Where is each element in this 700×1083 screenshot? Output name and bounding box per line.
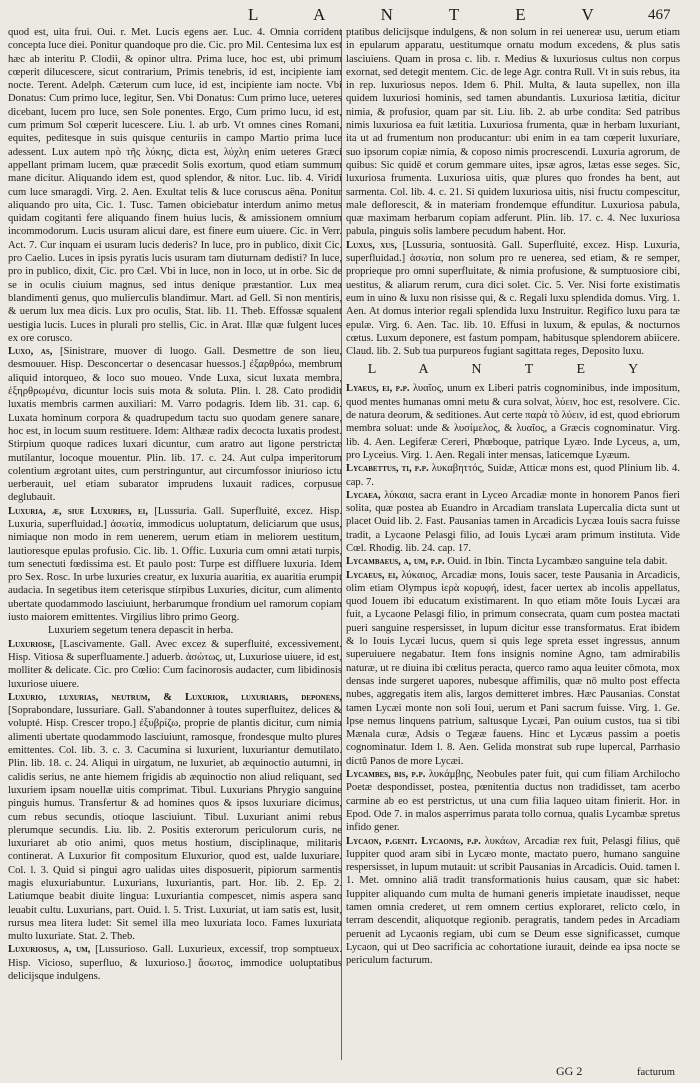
page-number: 467 [648,7,671,23]
entry-headword: Lycaeus, ei, [346,569,399,581]
entry-headword: Lycambaeus, a, um, p.p. [346,556,445,568]
entry-headword: Luxuriosus, a, um, [8,944,91,956]
entry-headword: Luxuriose, [8,638,55,650]
verse-line: Luxuriem segetum tenera depascit in herba. [48,625,234,637]
entry-headword: Lycaea, [346,489,381,501]
entry-text: λύκαιος, Arcadiæ mons, Iouis sacer, teste Pausania in Arcadicis, olim etiam Olympus ἱερὰ κορυφή, idest, facer uertex ab incolis appellatus, quod Iouem ibi educatum existimarent. In quo etiam mōte Iouis Lycæi ara fuit, a Lycaone Pelasgi filio, in primum consecrata, quam cum postea mactati pueri sanguine respersisset, in lupum dicitur esse transformatus. Erat ibidem & lo Iouis Lycæi lucus, quem si quis lege spreta esset ingressus, annum superuiuere negabatur. Item fons insignis nomine Agno, tam admirabilis naturæ, ut re diuina ibi cœlitus peracta, querco ramo aqua leuiter cōmota, mox densas inde surgeret uapores, nubesque affimilis, quæ nō multo post effecta nubes, aggregatis item alis, largos demitteret imbres. Hæc Pausanias. Constat tamen Lycæi monte non soli Ioui, uerum et Pani sacrum fuisse. Virg. 1. Ge. Ipse nemus linquens patrium, saltusque Lycæi, Pan ouium custos, tua si tibi Mænala curæ, Adsis o Tegææ fauens. Hinc et Lycæus passim a poetis cognominatur. Idem l. 8. Aen. Gelida monstrat sub rupe lupercal, Parrhasio dictū Panos de more Lycæi. [346,569,680,767]
entry-text: [Lussuria, sontuosità. Gall. Superfluité, excez. Hisp. Luxuria, superfluidad.] ἀσωτία, non solum pro re uenerea, sed etiam, & re semper, proprieque pro omni superfluitate, & nimia profusione, & sumptuosiore cibi, uestitus, & aliarum rerum, cura dici solet. Cic. 5. Ver. Nisi forte existimatis eum in uino & luxu non risisse qui, & c. Regali luxu splendida domus. Virg. 1. Aen. At domus interior regali splendida luxu Instruitur. Regifico luxu para tæ epulæ. Virg. 6. Aen. Tac. lib. 10. Effusi in luxum, & epulas, & nocturnos cœtus. Luxum deponere, est fastum pompam, habitusque splendorem abiicere. Claud. lib. 2. Sub tua purpureos fugiant sagittata reges, Deposito luxu. [346,239,680,358]
catchword: facturum [637,1067,675,1078]
entry-text: quod est, uita frui. Oui. r. Met. Lucis egens aer. Luc. 4. Omnia corrident concepta luce diei. Ponitur quandoque pro die. Cic. pro Mil. Centesima lux est hæc ab interitu P. Clodii, & opinor ultra. Prima luce, hoc est, ubi primum cœperit dilucescere, sicut contrarium, Primis tenebris, id est, incipiente iam nocte. Terent. Adelph. Cæterum cum luce, id est, incipiente iam nocte. Vbi Donatus: Cum primo luce, legitur, Sen. Vbi Donatus: Cum primo luce, ueteres dicebant, lucem pro luce, sen Sole ponentes. Ergo, Cum primo lucu, id est, cum primum Sol cœperit lucescere. Liu. l. ab urb. Vt omnes cines Romani, equites, peditesque in suis quisque centuriis in campo Martio prima luce adessent. Lux autem πρὸ τῆς λύκης, dicta est, λύχλη enim ueteres Græci appellant primam lucem, quæ præcedit Solis exortum, quod etiam summum mane dicitur. Aliquando idem est, quod splendor, & nitor. Luc. lib. 4. Viridi cum luce smaragdi. Virg. 2. Aen. Exultat telis & luce coruscus aëna. Ponitur aliquando pro uita, Cic. 1. Tusc. Tamen obiciebatur interdum animo metus quidam cogitanti fere aliquando finem huius lucis, & amissionem omnium incommodorum. Lucis usuram alicui dare, est finere eum uiuere. Cic. in Verr. Act. 7. Cur inquam ei usuram lucis dederis? In luce, pro in publico, dixit Cic. pro Caelio. Luces in ipsis pyratis lucis usuram tam diuturnam dedisti? In luce, pro in publico, dixit, Cic. pro Cæl. Vbi in luce, non in loco, ut in orbe. Sic de se in oculis ciuium magnus, sed intus denique præstantior. Lux mea blandimenti genus, quo mulierculis blandimur. Mart. ad Gell. Si non mentiris, & uerum lux mea dicis. Lux pro oculis, Stat. lib. 11. Theb. Effossæ squalent uestigia lucis. Luces in plurali pro stellis, Cic. in Arat. Illæ quæ fulgent luces ex ore corusco. [8,27,342,344]
dictionary-entry [346,239,680,359]
dictionary-entry [8,638,342,691]
dictionary-entry [8,345,342,505]
dictionary-entry [346,26,680,239]
entry-headword: Luxurio, luxurias, neutrum, & Luxurior, luxuriaris, deponens, [8,691,342,703]
entry-text: [Lascivamente. Gall. Avec excez & superfluité, excessivement. Hisp. Vitiosa & superfluamente.] aduerb. ἀσώτως, ut, Luxuriose uiuere, id est, molliter & delicate. Cic. pro Cœlio: Cum facinorosis audacter, cum libidinosis luxuriose uiuere. [8,638,342,690]
entry-text: [Lussurioso. Gall. Luxurieux, excessif, trop somptueux. Hisp. Vicioso, superfluo, & luxurioso.] ἄσωτος, immodice uoluptatibus delicijsque indulgens. [8,944,342,983]
dictionary-entry [8,691,342,944]
entry-headword: Luxo, as, [8,346,53,358]
dictionary-entry [8,943,342,983]
entry-headword: Lycambes, bis, p.p. [346,769,426,781]
dictionary-entry [346,462,680,489]
entry-headword: Lyaeus, ei, p.p. [346,383,410,395]
section-heading: L A N T E Y [367,362,659,378]
left-column [8,26,342,1066]
entry-text: [Soprabondare, lussuriare. Gall. S'abandonner à toutes superfluitez, delices & volupté. Hisp. Crescer tropo.] ἐξυβρίζω, proprie de plantis dicitur, cum nimia alimenti ubertate quodammodo lasciuiunt, ramosque, frondesque multo plures emittentes. Col. lib. 3. c. 3. Cacumina si luxurient, luxuriantur demutilato. Plin. lib. 18. c. 24. Aliqui in uirgatum, ne luxuriet, ab æquinoctio autumni, in calidis serius, ne ante hiemem frigidis ab æquinoctio non aliud reliquant, sed luxuriem ipsam nouellæ uitis comprimat. Tibul. Luxurians Phrygio sanguine pinguis humus. Transfertur & ad homines quos & ipsos luxuriare dicimus, cum rebus secundis, otioque lasciuiunt. Tibul. Luxuriant animi rebus plerumque secundis. Liu. lib. 2. Positis exterorum periculorum curis, ne luxuriaret ab otio animi, quos metus hostium, disciplinaque, militaris continerat. A Luxurior fit compositum Eluxurior, quod est, ualde luxuriare. Col. l. 3. Quid si pingui agro ualidas uites disposuerit, pipiorum sarmentis magis eluxuriabuntur. Luxurians, luxuriantis, part. Hor. lib. 2. Ep. 2. Latiumque beabit diuite lingua: Luxuriantia compescet, nimis aspera sano leuabit cultu. Luxurians, part. Ouid. l. 5. Trist. Luxuriat, ut iam satis est, lusit, rursus mea litera ludet: Sit semel illa meo luxuriata loco. Fames luxuriata multo luxuriate. Stat. 2. Theb. [8,705,342,943]
entry-text: ptatibus delicijsque indulgens, & non solum in rei uenereæ usu, uerum etiam in epularum apparatu, uestitumque ornatu modum excedens, & plus satis lasciuiens. Quam in prosa c. lib. r. Medius & luxuriosus cultus non corpus exornat, sed detegit mentem. Cic. de lege Agr. contra Rull. Vt in suis rebus, ita in rep. luxuriosus nepos. Idem 6. Phil. Multa, & lauta supellex, non illa quidem luxuriosi hominis, sed tamen abundantis. Luxuriosa lætitia, dicitur nimia, & profusior, quam par sit. Liu. lib. 2. ab urbe condita: Sed patribus nimis luxuriosa ea fuit lætitia. Luxuriosa frumenta, quæ in herbam luxuriant, ita ut ad frumentum non producantur: ubi enim in ea tam cœperit luxuriare, suo ipsorum copiæ nimia, & coposo nimis procrescendi. Luxuria agrorum, de quibus: Sic quidē et corum gemmare uites, ipsæ agros, lætas esse seges. Sic, luxuriosa frumenta. Luxuriosa uitis, quæ plures quo frondes ha bent, aut sarmenta. Col. lib. 4. c. 21. Si quidem luxuriosa uitis, nisi fructu compescitur, male deflorescit, & in materiam frondemque effunditur. Luxuriosa pabula, quæ maximam herbarum copiam adferunt. Plin. lib. 17. c. 4. Nec luxuriosa pabula, pinguis solis lambere pecudum habent. Hor. [346,27,680,238]
entry-text: λυκάων, Arcadiæ rex fuit, Pelasgi filius, quē Iuppiter quod aram sibi in Lycæo monte, mactato puero, humano sanguine respersisset, in lupum mutauit: ut scribit Pausanias in Arcadicis. Ouid. tamen l. 1. Met. omnino aliā tradit transformationis huius causam, quæ sic habet: Iuppiter aliquando cum multa de humani generis impietate inaudisset, neque tamen omnia crederet, ut rem omnem certius exploraret, relicto cœlo, in terram descendit, aliquotque regionib. peragratis, tandem pedes in Arcadiam peruenit ad Lycaonis regiam, ubi cum se Deum esse significasset, cumque Lycaon, qui ut Deo sacrificia ac cohortatione iurauit, deinde ea ipsa nocte se periculum facturum. [346,835,680,967]
dictionary-entry [346,489,680,555]
dictionary-entry [346,382,680,462]
entry-headword: Luxuria, æ, siue Luxuries, ei, [8,505,149,517]
entry-text: λυαῖος, unum ex Liberi patris cognominibus, inde impositum, quod mentes humanas omni metu & cura solvat, λύειν, hoc est, resolvere. Cic. de natura deorum, & seditiones. Aut certe παρὰ τὸ λύειν, id est, quod ebriorum membra soluat: unde & λυσίμελος, & λυαῖος, a Græcis cognominatur. Virg. lib. 4. Aen. Legiferæ Cereri, Phœboque, patrique Lyæo. Inde Lyceus, a, um, pro Lyceius. Virg. 1. Aen. Regali inter mensas, laticemque Lyæum. [346,383,680,461]
dictionary-entry [8,26,342,345]
entry-headword: Luxus, xus, [346,239,397,251]
dictionary-entry [346,555,680,568]
dictionary-entry [346,768,680,834]
dictionary-entry [346,835,680,968]
entry-headword: Lycabettus, ti, p.p. [346,463,429,475]
running-title: L A N T E V [248,5,620,24]
entry-text: λυκαβηττός, Suidæ, Atticæ mons est, quod Plinium lib. 4. cap. 7. [346,463,680,488]
entry-headword: Lycaon, p.genit. Lycaonis, p.p. [346,835,481,847]
entry-text: λύκαια, sacra erant in Lyceo Arcadiæ monte in honorem Panos fieri solita, quæ postea ab Euandro in Arcadiam translata Lupercalia dicta sunt ut placet Ouid lib. 2. Fast. Pausanias tamen in Arcadicis Lycæa Iouis sacra fuisse tradit, a Lycaone Pelasgi filio, ad Iouis Lycæi aram primum instituta. Vide Cœl. Rhodig. lib. 24. cap. 17. [346,489,680,554]
dictionary-entry [8,505,342,625]
right-column [346,26,680,1066]
entry-text: Ouid. in Ibin. Tincta Lycambæo sanguine tela dabit. [447,556,668,568]
entry-text: λυκάμβης, Neobules pater fuit, qui cum filiam Archilocho Poetæ despondisset, postea, pœnitentia ductus non tradidisset, tam acerbo carmine ab eo est perstrictus, ut una cum filia laqueo uitam finierit. Hor. in Epod. Ode 7. in malos asperrimus parata tollo cornua, qualis Lycambæ spretus infido gener. [346,769,680,834]
signature-mark: GG 2 [556,1064,583,1078]
entry-text: [Sinistrare, muover di luogo. Gall. Desmettre de son lieu, desmouuer. Hisp. Desconcertar o desencasar huessos.] ἐξαρθρόω, membrum aliquid intorqueo, & loco suo moueo. Vnde Luxa, sicut luxata membra, ἐξηρθρωμένα, dicuntur locis suis mota & soluta. Plin. l. 28. Cato prodidit luxatis membris carmen auxiliari: M. Varro podagris. Idem lib. 31. cap. 6. Luxata hominum corpora & quadrupedum tactu suo quodam genere sanare, hoc est, in locum suum restituere. Idem: Althææ radix decocta luxatis prodest. Stirpium quoque radices luxari dicuntur, cum aratro aut ligone perstrictæ mutilantur, locoque mouentur. Plin. lib. 17. c. 24. Aut culpa imperitorum colentium ægrotant uites, cum perstringuntur, aut circumfossor iniurioso ictu uerberauit, uel etiam subarator imprudens luxauit radices, corpusue deglubauit. [8,346,342,504]
dictionary-entry [346,569,680,768]
entry-text: [Lussuria. Gall. Superfluité, excez. Hisp. Luxuria, superfluidad.] ἀσωτία, immodicus uoluptatum, deliciarum que usus, nimiaque non modo in rem uenerem, uerum etiam in meliorem uestitum, lautioresque epulas profusio. Cic. lib. 1. Offic. Luxuria cum omni ætati turpis, tum senectuti fœdissima est. Et paulo post: Turpe est diffluere luxuria. Idem pro Sex. Rosc. In urbe luxuries creatur, ex luxuria auaritia, ex auaritia erumpit audacia. In segetibus item ceterisque stirpibus Luxuries, dicitur, cum alimento ubertate quodammodo lasciuiunt, herbarumque frondium uel ramorum copiam iusto maiorem emittentes. Virgilius libro primo Georg. [8,505,342,624]
